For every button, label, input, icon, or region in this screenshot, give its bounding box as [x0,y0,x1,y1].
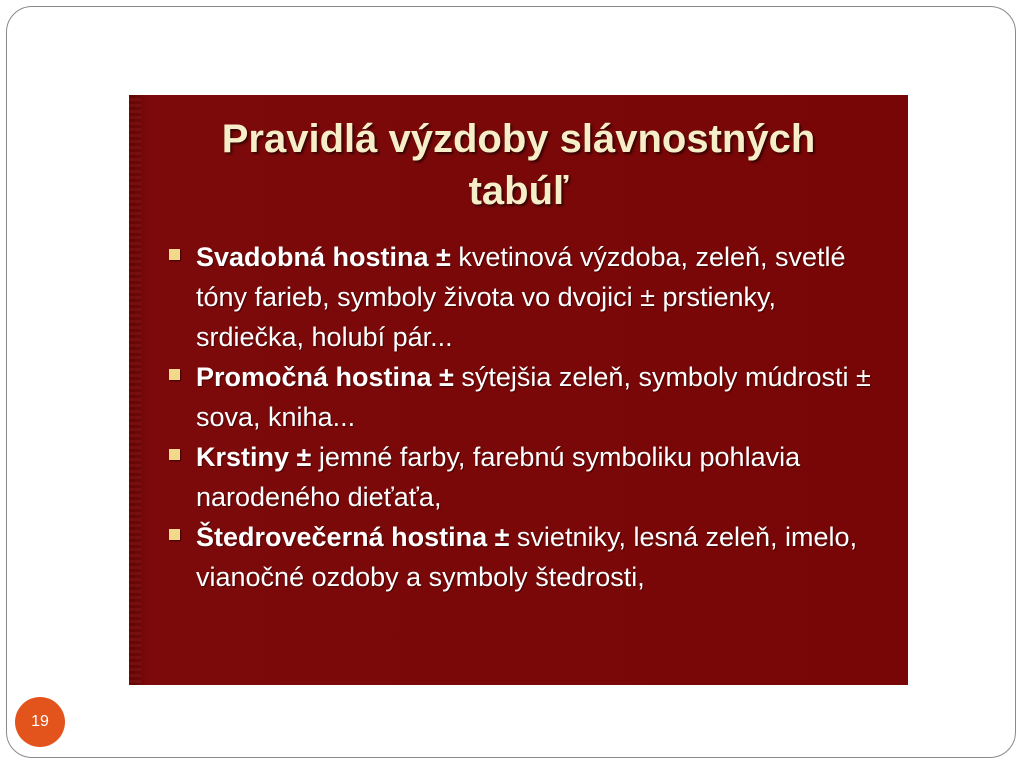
bullet-text: jemné farby, farebnú symboliku pohlavia narodeného dieťaťa, [196,442,801,512]
bullet-text: sýtejšia zeleň, symboly múdrosti ± sova, kniha... [196,362,871,432]
bullet-marker-icon [169,369,180,380]
bullet-text: svietniky, lesná zeleň, imelo, vianočné ozdoby a symboly štedrosti, [196,522,858,592]
slide-title-line-1: Pravidlá výzdoby slávnostných [221,117,816,161]
bullet-text: kvetinová výzdoba, zeleň, svetlé tóny farieb, symboly života vo dvojici ± prstienky, srdiečka, holubí pár... [196,242,846,352]
bullet-marker-icon [169,249,180,260]
bullet-list [169,237,889,597]
bullet-item [169,517,889,597]
bullet-item [169,357,889,437]
bullet-term: Promočná hostina ± [196,362,454,392]
slide-frame [6,6,1016,758]
page-number-badge: 19 [15,697,65,747]
bullet-term: Krstiny ± [196,442,312,472]
bullet-item [169,437,889,517]
slide-title [129,113,908,217]
slide-title-line-2: tabúľ [468,169,569,213]
bullet-marker-icon [169,449,180,460]
bullet-item [169,237,889,357]
bullet-marker-icon [169,529,180,540]
bullet-term: Svadobná hostina ± [196,242,451,272]
slide-image [129,95,908,685]
bullet-term: Štedrovečerná hostina ± [196,522,510,552]
